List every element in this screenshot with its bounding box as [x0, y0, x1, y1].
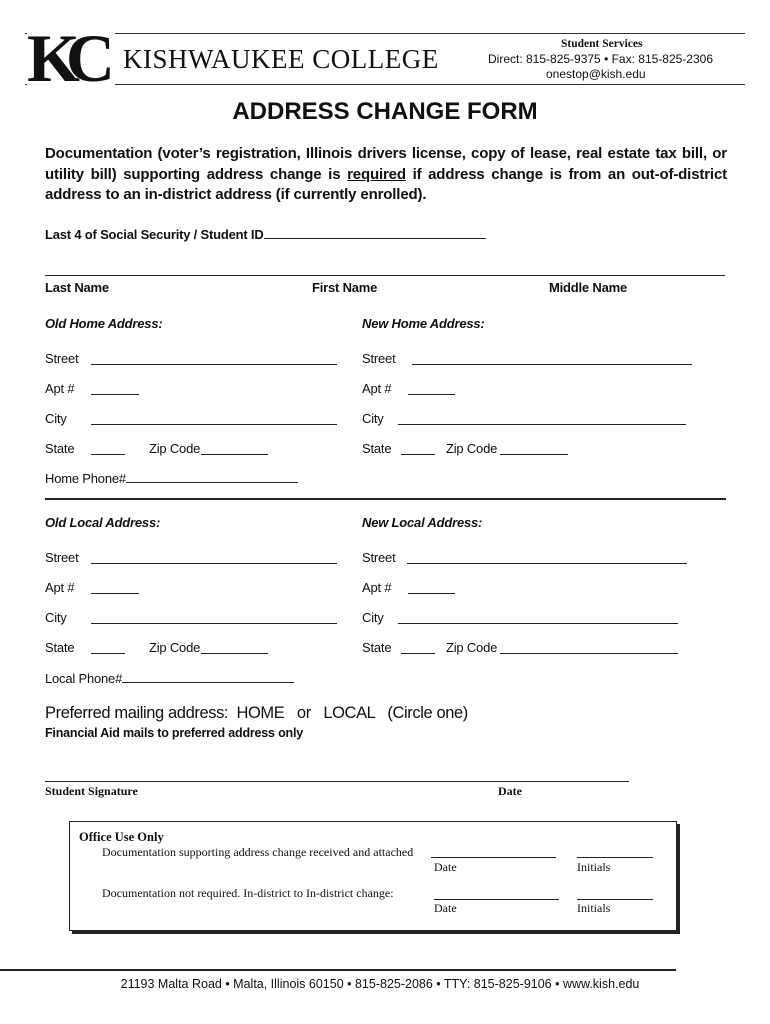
footer-rule: [0, 969, 676, 971]
student-id-label: Last 4 of Social Security / Student ID: [45, 227, 264, 242]
new-local-city-field[interactable]: [398, 611, 678, 624]
new-local-state-field[interactable]: [401, 641, 435, 654]
new-local-state-label: State: [362, 640, 392, 655]
department-name: Student Services: [561, 38, 643, 50]
local-phone-row: [45, 670, 294, 686]
old-local-street-field[interactable]: [91, 551, 337, 564]
local-phone-label: Local Phone#: [45, 671, 123, 686]
new-local-zip-label: Zip Code: [446, 640, 498, 655]
office-not-required-text: Documentation not required. In-district to In-district change:: [102, 886, 394, 900]
old-local-state-field[interactable]: [91, 641, 125, 654]
new-local-apt-field[interactable]: [408, 581, 455, 594]
new-home-zip-field[interactable]: [500, 442, 568, 455]
old-local-zip-field[interactable]: [201, 641, 268, 654]
header-top-rule: [25, 33, 745, 34]
old-local-street-label: Street: [45, 550, 79, 565]
office-received-initials-label: Initials: [577, 860, 611, 874]
home-phone-label: Home Phone#: [45, 471, 126, 486]
last-name-label: Last Name: [45, 280, 109, 295]
new-home-street-label: Street: [362, 351, 396, 366]
old-home-city-field[interactable]: [91, 412, 337, 425]
new-home-heading: New Home Address:: [362, 316, 485, 331]
old-local-city-field[interactable]: [91, 611, 337, 624]
old-local-state-label: State: [45, 640, 75, 655]
student-id-row: [45, 226, 486, 242]
college-name: KISHWAUKEE COLLEGE: [123, 44, 439, 74]
student-id-field[interactable]: [264, 226, 486, 239]
old-local-apt-field[interactable]: [91, 581, 139, 594]
office-not-required-initials-label: Initials: [577, 901, 611, 915]
new-local-apt-label: Apt #: [362, 580, 392, 595]
office-received-text: Documentation supporting address change received and attached: [102, 845, 414, 859]
new-home-apt-field[interactable]: [408, 382, 455, 395]
office-received-initials-field[interactable]: [577, 845, 653, 858]
header-bottom-rule: [25, 84, 745, 85]
new-local-heading: New Local Address:: [362, 515, 483, 530]
local-phone-field[interactable]: [122, 670, 294, 683]
first-name-label: First Name: [312, 280, 378, 295]
home-phone-row: [45, 470, 298, 486]
signature-date-label: Date: [498, 784, 522, 798]
documentation-notice: [45, 144, 727, 206]
new-local-city-label: City: [362, 610, 384, 625]
section-divider: [45, 498, 726, 500]
old-home-apt-field[interactable]: [91, 382, 139, 395]
new-home-city-label: City: [362, 411, 384, 426]
preferred-mailing-address[interactable]: Preferred mailing address: HOME or LOCAL (Circle one): [45, 704, 468, 722]
old-home-heading: Old Home Address:: [45, 316, 163, 331]
contact-email[interactable]: onestop@kish.edu: [546, 67, 646, 81]
old-local-city-label: City: [45, 610, 67, 625]
new-home-city-field[interactable]: [398, 412, 686, 425]
college-logo: KC: [27, 20, 115, 96]
contact-phone-fax: Direct: 815-825-9375 • Fax: 815-825-2306: [488, 52, 714, 66]
home-phone-field[interactable]: [126, 470, 298, 483]
financial-aid-note: Financial Aid mails to preferred address only: [45, 726, 303, 740]
name-line[interactable]: [45, 275, 725, 276]
footer-address: 21193 Malta Road • Malta, Illinois 60150 • 815-825-2086 • TTY: 815-825-9106 • www.kish.edu: [120, 977, 640, 991]
old-home-zip-field[interactable]: [201, 442, 268, 455]
notice-text-start: Documentation (voter’s registration, Illinois drivers license, copy of lease, real estate tax bill, or utility bill) supporting address change is: [45, 145, 727, 183]
new-local-street-label: Street: [362, 550, 396, 565]
old-local-apt-label: Apt #: [45, 580, 75, 595]
old-home-city-label: City: [45, 411, 67, 426]
old-local-zip-label: Zip Code: [149, 640, 201, 655]
old-home-state-label: State: [45, 441, 75, 456]
old-home-apt-label: Apt #: [45, 381, 75, 396]
new-local-street-field[interactable]: [407, 551, 687, 564]
new-home-zip-label: Zip Code: [446, 441, 498, 456]
new-home-street-field[interactable]: [412, 352, 692, 365]
office-not-required-date-field[interactable]: [434, 887, 559, 900]
new-home-apt-label: Apt #: [362, 381, 392, 396]
new-home-state-field[interactable]: [401, 442, 435, 455]
notice-text-end: if address change is from an out-of-district address to an in-district address (if currently enrolled).: [45, 165, 727, 203]
signature-line[interactable]: [45, 781, 629, 782]
middle-name-label: Middle Name: [549, 280, 627, 295]
office-received-date-field[interactable]: [431, 845, 556, 858]
office-use-heading: Office Use Only: [79, 830, 164, 844]
student-signature-label: Student Signature: [45, 784, 138, 798]
office-not-required-date-label: Date: [434, 901, 457, 915]
office-received-date-label: Date: [434, 860, 457, 874]
old-home-state-field[interactable]: [91, 442, 125, 455]
form-title: ADDRESS CHANGE FORM: [232, 98, 538, 125]
office-not-required-initials-field[interactable]: [577, 887, 653, 900]
old-home-street-label: Street: [45, 351, 79, 366]
old-local-heading: Old Local Address:: [45, 515, 161, 530]
new-local-zip-field[interactable]: [500, 641, 678, 654]
old-home-street-field[interactable]: [91, 352, 337, 365]
old-home-zip-label: Zip Code: [149, 441, 201, 456]
notice-required-emphasis: required: [347, 165, 406, 183]
new-home-state-label: State: [362, 441, 392, 456]
